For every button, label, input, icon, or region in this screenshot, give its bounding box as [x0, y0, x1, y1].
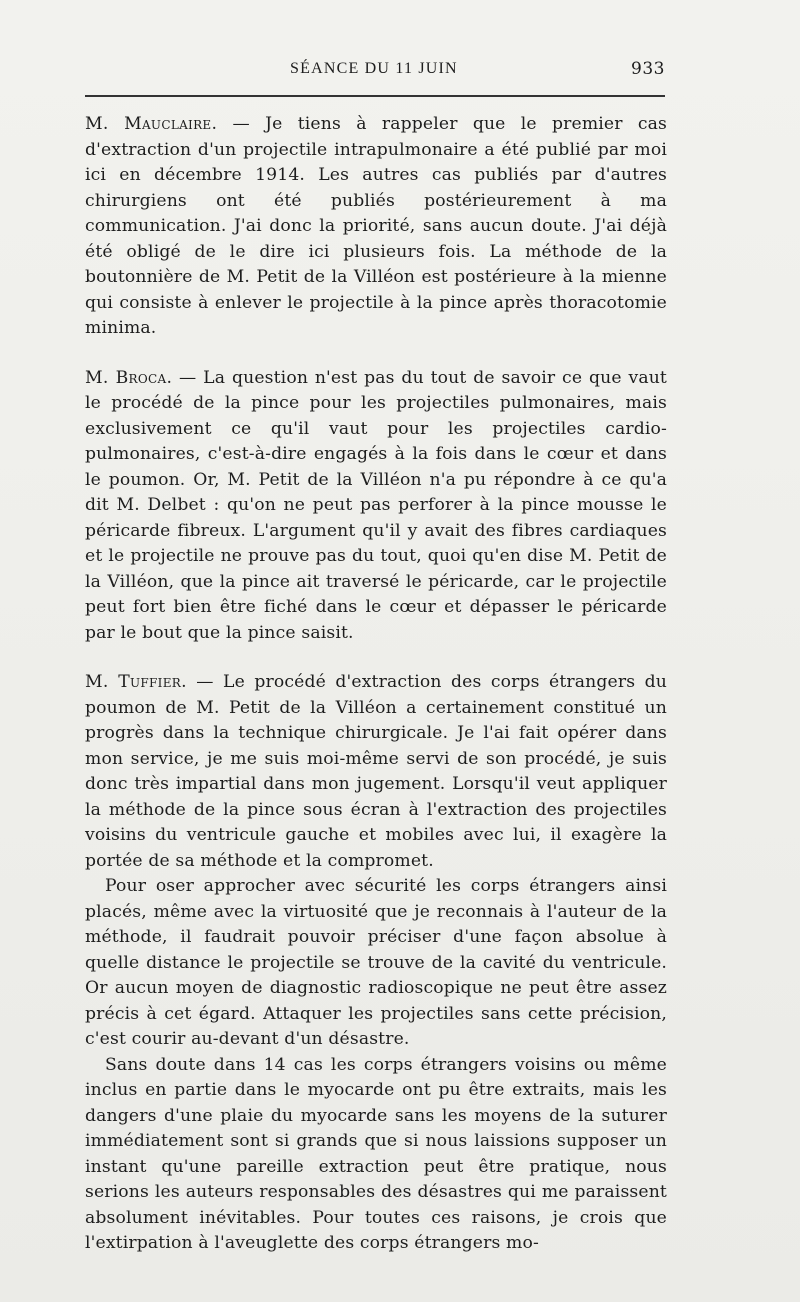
- paragraph-text: — La question n'est pas du tout de savoir ce que vaut le procédé de la pince pour les projectiles pulmonaires, mais exclusivement ce qu'il vaut pour les projectiles cardio-pulmonaires, c'est-à-dire engagés à la fois dans le cœur et dans le poumon. Or, M. Petit de la Villéon n'a pu répondre à ce qu'a dit M. Delbet : qu'on ne peut pas perforer à la pince mousse le péricarde fibreux. L'argument qu'il y avait des fibres cardiaques et le projectile ne prouve pas du tout, quoi qu'en dise M. Petit de la Villéon, que la pince ait traversé le péricarde, car le projectile peut fort bien être fiché dans le cœur et dépasser le péricarde par le bout que la pince saisit.: [85, 367, 667, 643]
- running-title: SÉANCE DU 11 JUIN: [290, 60, 458, 77]
- paragraph-tuffier-continued-1: [85, 874, 667, 1053]
- paragraph-gap: [85, 342, 667, 366]
- speaker-mauclaire: M. Mauclaire.: [85, 114, 218, 134]
- header-rule: [85, 95, 665, 97]
- speaker-tuffier: M. Tuffier.: [85, 672, 187, 692]
- paragraph-mauclaire: [85, 112, 667, 342]
- paragraph-tuffier-continued-2: [85, 1053, 667, 1257]
- paragraph-text: — Le procédé d'extraction des corps étrangers du poumon de M. Petit de la Villéon a certainement constitué un progrès dans la technique chirurgicale. Je l'ai fait opérer dans mon service, je me suis moi-même servi de son procédé, je suis donc très impartial dans mon jugement. Lorsqu'il veut appliquer la méthode de la pince sous écran à l'extraction des projectiles voisins du ventricule gauche et mobiles avec lui, il exagère la portée de sa méthode et la compromet.: [85, 672, 667, 871]
- paragraph-text: — Je tiens à rappeler que le premier cas d'extraction d'un projectile intrapulmonaire a été publié par moi ici en décembre 1914. Les autres cas publiés par d'autres chirurgiens ont été publiés postérieurement à ma communication. J'ai donc la priorité, sans aucun doute. J'ai déjà été obligé de le dire ici plusieurs fois. La méthode de la boutonnière de M. Petit de la Villéon est postérieure à la mienne qui consiste à enlever le projectile à la pince après thoracotomie minima.: [85, 114, 668, 338]
- paragraph-gap: [85, 646, 667, 670]
- paragraph-broca: [85, 366, 667, 647]
- paragraph-tuffier: [85, 670, 667, 874]
- page-body: [85, 112, 667, 1257]
- paragraph-text: Pour oser approcher avec sécurité les corps étrangers ainsi placés, même avec la virtuosité que je reconnais à l'auteur de la méthode, il faudrait pouvoir préciser d'une façon absolue à quelle distance le projectile se trouve de la cavité du ventricule. Or aucun moyen de diagnostic radioscopique ne peut être assez précis à cet égard. Attaquer les projectiles sans cette précision, c'est courir au-devant d'un désastre.: [85, 876, 667, 1049]
- paragraph-text: Sans doute dans 14 cas les corps étrangers voisins ou même inclus en partie dans le myocarde ont pu être extraits, mais les dangers d'une plaie du myocarde sans les moyens de la suturer immédiatement sont si grands que si nous laissions supposer un instant qu'une pareille extraction peut être pratique, nous serions les auteurs responsables des désastres qui me paraissent absolument inévitables. Pour toutes ces raisons, je crois que l'extirpation à l'aveuglette des corps étrangers mo-: [85, 1054, 667, 1253]
- speaker-broca: M. Broca.: [85, 367, 173, 388]
- page-header: [85, 55, 665, 95]
- page-number: 933: [631, 59, 665, 79]
